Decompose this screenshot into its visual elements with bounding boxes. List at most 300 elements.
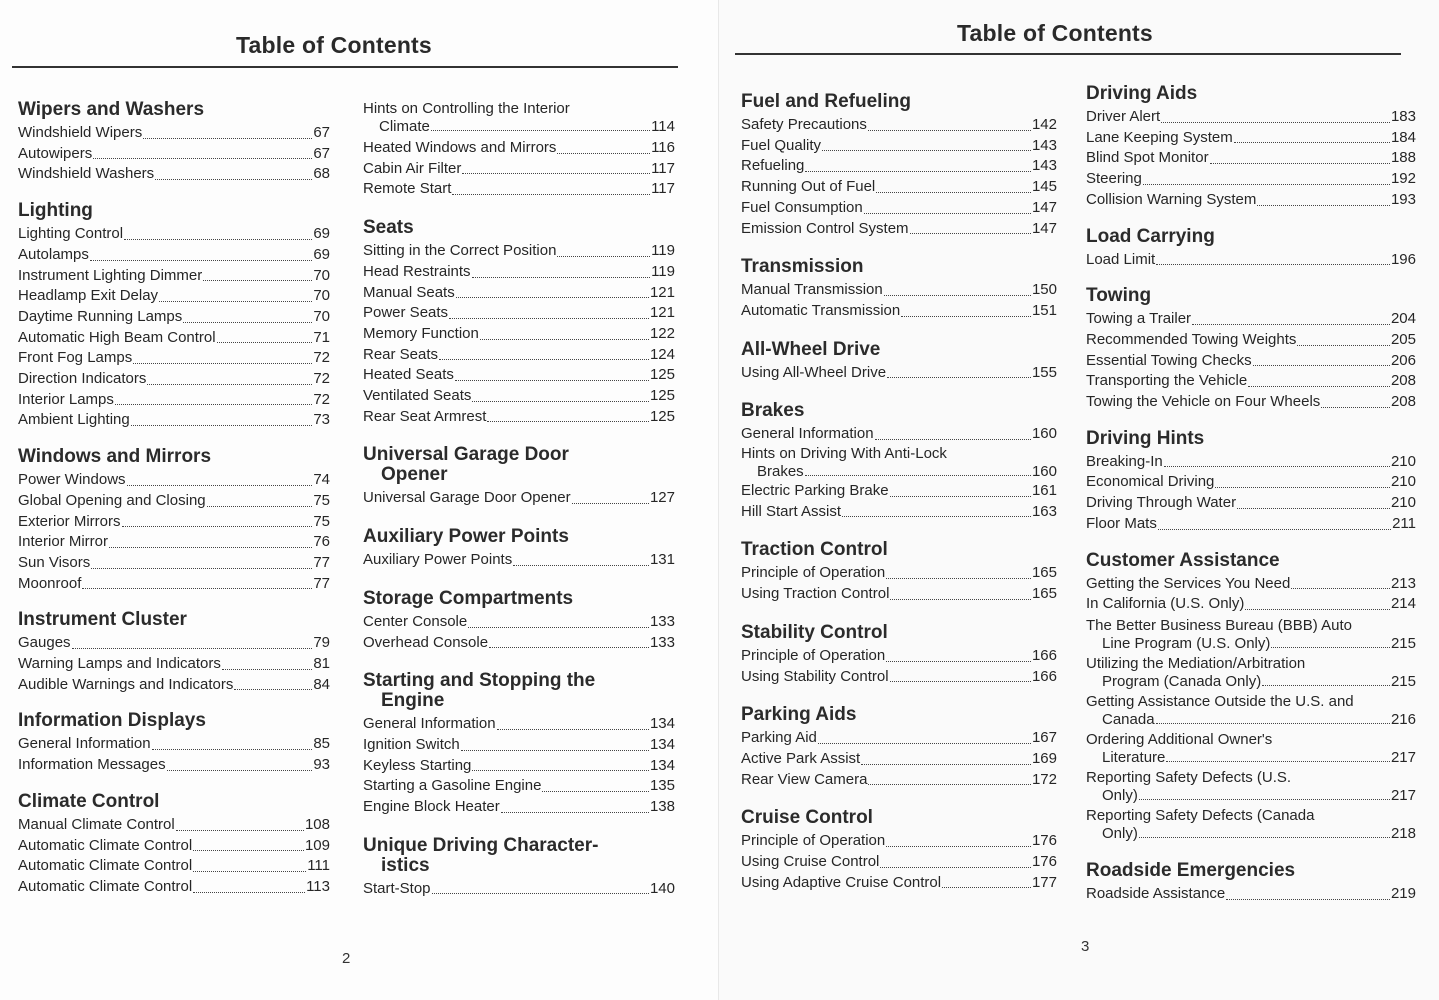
toc-entry[interactable]: Getting the Services You Need 213	[1086, 574, 1416, 592]
toc-page-number: 131	[649, 551, 675, 569]
dot-leader	[152, 749, 313, 750]
toc-page-number: 74	[313, 471, 330, 489]
dot-leader	[72, 648, 313, 649]
dot-leader	[805, 171, 1031, 172]
toc-entry[interactable]	[741, 563, 1057, 584]
toc-entry-title: Lane Keeping System	[1086, 128, 1233, 146]
dot-leader	[183, 322, 312, 323]
toc-entry-title: Automatic High Beam Control	[18, 328, 216, 346]
toc-entry-title: Automatic Climate Control	[18, 836, 193, 854]
toc-page-number: 79	[313, 634, 330, 652]
toc-entry[interactable]	[741, 770, 1057, 791]
toc-entry[interactable]	[741, 667, 1057, 688]
toc-section	[18, 711, 330, 775]
toc-entry[interactable]	[1086, 769, 1416, 805]
toc-entry-title-cont: Literature	[1102, 748, 1166, 766]
toc-entry-title: Reporting Safety Defects (U.S.	[1086, 768, 1292, 786]
dot-leader	[822, 150, 1031, 151]
toc-entry[interactable]	[1086, 731, 1416, 767]
toc-entry[interactable]	[741, 646, 1057, 667]
section-heading: Parking Aids	[741, 704, 857, 726]
toc-page-number: 217	[1390, 786, 1416, 804]
toc-section	[363, 218, 675, 427]
dot-leader	[1321, 407, 1390, 408]
toc-entry[interactable]	[741, 749, 1057, 770]
toc-entry[interactable]	[363, 241, 675, 262]
toc-entry[interactable]	[741, 301, 1057, 322]
toc-section	[741, 340, 1057, 384]
toc-entry-title: Interior Lamps	[18, 390, 114, 408]
toc-entry-title: Heated Seats	[363, 366, 454, 384]
toc-page-number: 215	[1390, 634, 1416, 652]
toc-entry[interactable]	[741, 728, 1057, 749]
dot-leader	[901, 316, 1031, 317]
toc-entry[interactable]	[18, 734, 330, 755]
toc-entry-title: Fuel Consumption	[741, 198, 863, 216]
toc-section	[741, 623, 1057, 687]
toc-entry-title: Overhead Console	[363, 633, 489, 651]
toc-entry-title: Starting a Gasoline Engine	[363, 777, 542, 795]
toc-entry-title: Hill Start Assist	[741, 502, 842, 520]
toc-page-number: 210	[1390, 452, 1416, 470]
toc-page-number: 196	[1390, 250, 1416, 268]
toc-entry-title: Automatic Transmission	[741, 301, 901, 319]
toc-entry[interactable]	[18, 390, 330, 411]
toc-page-number: 122	[649, 324, 675, 342]
section-heading: Universal Garage Door Opener	[363, 444, 569, 486]
toc-page-number: 77	[313, 574, 330, 592]
section-heading: Information Displays	[18, 710, 206, 732]
dot-leader	[886, 578, 1031, 579]
toc-page-number: 72	[313, 370, 330, 388]
dot-leader	[557, 256, 650, 257]
toc-page-number: 72	[313, 390, 330, 408]
toc-page-number: 117	[651, 180, 675, 198]
toc-page-number: 169	[1031, 749, 1057, 767]
toc-entry[interactable]	[18, 410, 330, 431]
dot-leader	[203, 280, 312, 281]
dot-leader	[193, 892, 305, 893]
toc-entry[interactable]	[363, 324, 675, 345]
dot-leader	[497, 729, 649, 730]
toc-entry-title-cont: Only)	[1102, 786, 1138, 804]
toc-entry[interactable]	[741, 481, 1057, 502]
toc-page-number: 67	[313, 144, 330, 162]
toc-entry[interactable]	[1086, 190, 1416, 211]
toc-entry-title: Emission Control System	[741, 219, 909, 237]
toc-entry[interactable]	[741, 584, 1057, 605]
toc-entry-title: Blind Spot Monitor	[1086, 149, 1209, 167]
toc-section	[18, 100, 330, 185]
toc-entry[interactable]	[18, 286, 330, 307]
dot-leader	[572, 503, 649, 504]
dot-leader	[487, 421, 649, 422]
toc-page-number: 119	[651, 262, 675, 280]
toc-page-number: 108	[304, 815, 330, 833]
toc-entry[interactable]	[18, 144, 330, 165]
toc-entry[interactable]	[1086, 472, 1416, 493]
toc-page-number: 67	[313, 124, 330, 141]
section-heading: Instrument Cluster	[18, 609, 187, 631]
toc-entry[interactable]	[363, 735, 675, 756]
toc-entry[interactable]	[18, 164, 330, 185]
toc-entry-title: Hints on Controlling the Interior	[363, 100, 570, 117]
toc-entry[interactable]	[18, 755, 330, 776]
toc-entry[interactable]	[1086, 371, 1416, 392]
toc-entry-title: Interior Mirror	[18, 533, 109, 551]
dot-leader	[480, 339, 649, 340]
section-heading: Roadside Emergencies	[1086, 859, 1296, 881]
toc-section	[1086, 429, 1416, 535]
toc-entry[interactable]	[18, 491, 330, 512]
dot-leader	[456, 297, 649, 298]
toc-entry-title: Roadside Assistance	[1086, 884, 1226, 902]
right-column-2	[1086, 84, 1416, 905]
toc-entry[interactable]	[741, 363, 1057, 384]
section-heading: Towing	[1086, 285, 1152, 307]
toc-entry[interactable]	[1086, 807, 1416, 843]
toc-entry[interactable]	[18, 348, 330, 369]
dot-leader	[880, 867, 1031, 868]
dot-leader	[1139, 799, 1390, 800]
toc-entry[interactable]	[363, 407, 675, 428]
toc-entry-title: Automatic Climate Control	[18, 877, 193, 895]
toc-page-number: 145	[1031, 178, 1057, 196]
toc-entry-title: Transporting the Vehicle	[1086, 372, 1248, 390]
dot-leader	[155, 179, 312, 180]
dot-leader	[890, 681, 1031, 682]
toc-entry[interactable]	[363, 714, 675, 735]
toc-page-number: 125	[649, 366, 675, 384]
toc-entry[interactable]	[1086, 392, 1416, 413]
dot-leader	[472, 277, 651, 278]
toc-entry[interactable]	[363, 756, 675, 777]
toc-entry[interactable]	[1086, 617, 1416, 653]
dot-leader	[217, 342, 313, 343]
toc-entry-title: Safety Precautions	[741, 116, 867, 133]
toc-entry[interactable]	[363, 633, 675, 654]
toc-entry-title: Floor Mats	[1086, 514, 1157, 532]
toc-entry-title: Autowipers	[18, 144, 93, 162]
dot-leader	[455, 380, 649, 381]
toc-page-number: 133	[649, 633, 675, 651]
toc-entry[interactable]: In California (U.S. Only) 214	[1086, 595, 1416, 613]
dot-leader	[159, 301, 312, 302]
toc-page-number: 147	[1031, 219, 1057, 237]
toc-entry[interactable]	[741, 852, 1057, 873]
toc-entry-title-cont: Climate	[379, 118, 430, 135]
toc-entry[interactable]	[1086, 148, 1416, 169]
toc-page-number: 218	[1390, 824, 1416, 842]
toc-page-number: 167	[1031, 729, 1057, 747]
dot-leader	[1156, 723, 1390, 724]
toc-page-number: 134	[649, 715, 675, 733]
toc-entry[interactable]	[1086, 309, 1416, 330]
toc-entry-title: Manual Climate Control	[18, 815, 175, 833]
toc-entry[interactable]	[363, 365, 675, 386]
toc-page-number: 165	[1031, 564, 1057, 582]
toc-entry[interactable]	[18, 123, 330, 144]
toc-section	[741, 401, 1057, 522]
toc-entry[interactable]	[741, 136, 1057, 157]
toc-entry[interactable]	[1086, 330, 1416, 351]
toc-page-number: 77	[313, 553, 330, 571]
toc-entry[interactable]	[741, 502, 1057, 523]
toc-entry-title: Information Messages	[18, 756, 166, 774]
dot-leader	[1210, 163, 1390, 164]
toc-entry-title: Manual Seats	[363, 283, 455, 301]
toc-page-number: 71	[313, 328, 330, 346]
toc-entry[interactable]	[1086, 169, 1416, 190]
toc-entry[interactable]	[741, 280, 1057, 301]
page-number: 3	[1081, 938, 1090, 955]
toc-entry[interactable]	[18, 856, 330, 877]
toc-entry[interactable]	[1086, 493, 1416, 514]
toc-entry-title: Daytime Running Lamps	[18, 307, 183, 325]
toc-page-number: 142	[1031, 116, 1057, 133]
toc-section	[363, 836, 675, 900]
toc-entry[interactable]	[18, 245, 330, 266]
section-heading: Customer Assistance	[1086, 549, 1280, 571]
dot-leader	[1262, 685, 1390, 686]
toc-section	[363, 527, 675, 571]
toc-page-number: 205	[1390, 330, 1416, 348]
toc-entry[interactable]	[363, 262, 675, 283]
dot-leader	[82, 588, 312, 589]
toc-entry[interactable]	[363, 386, 675, 407]
toc-entry[interactable]	[363, 138, 675, 159]
toc-entry[interactable]	[363, 797, 675, 818]
toc-entry[interactable]	[18, 836, 330, 857]
toc-page-number: 172	[1031, 770, 1057, 788]
toc-page-number: 192	[1390, 170, 1416, 188]
toc-entry[interactable]	[363, 283, 675, 304]
toc-entry[interactable]	[741, 156, 1057, 177]
toc-entry-title: General Information	[363, 715, 496, 733]
toc-section	[1086, 286, 1416, 413]
dot-leader	[143, 138, 312, 139]
dot-leader	[557, 153, 650, 154]
toc-entry-title: Ventilated Seats	[363, 387, 472, 405]
toc-entry[interactable]	[18, 369, 330, 390]
toc-entry[interactable]	[18, 328, 330, 349]
toc-page-number: 176	[1031, 832, 1057, 850]
dot-leader	[942, 887, 1031, 888]
toc-entry[interactable]	[18, 654, 330, 675]
dot-leader	[115, 404, 312, 405]
toc-entry[interactable]	[18, 266, 330, 287]
toc-entry[interactable]	[18, 470, 330, 491]
toc-section	[1086, 227, 1416, 271]
toc-entry[interactable]	[1086, 250, 1416, 271]
dot-leader	[1271, 647, 1390, 648]
toc-section	[741, 540, 1057, 604]
toc-entry[interactable]	[18, 877, 330, 898]
section-heading: Auxiliary Power Points	[363, 526, 569, 548]
toc-page-number: 84	[313, 675, 330, 693]
toc-entry[interactable]	[363, 612, 675, 633]
toc-entry[interactable]	[741, 219, 1057, 240]
section-heading: Stability Control	[741, 621, 888, 643]
toc-entry[interactable]	[1086, 128, 1416, 149]
toc-page-number: 70	[313, 266, 330, 284]
dot-leader	[1226, 899, 1390, 900]
dot-leader	[890, 599, 1031, 600]
toc-entry[interactable]	[363, 776, 675, 797]
toc-page-number: 134	[649, 756, 675, 774]
toc-page-number: 150	[1031, 281, 1057, 299]
toc-entry[interactable]	[363, 100, 675, 136]
toc-entry[interactable]	[1086, 655, 1416, 691]
section-heading: Lighting	[18, 200, 93, 222]
dot-leader	[93, 158, 312, 159]
toc-entry-title: Driving Through Water	[1086, 494, 1237, 512]
toc-page-number: 75	[313, 491, 330, 509]
toc-entry-title: Collision Warning System	[1086, 190, 1257, 208]
page-title: Table of Contents	[957, 20, 1153, 46]
toc-entry-title: Manual Transmission	[741, 281, 883, 299]
toc-page-number: 117	[651, 159, 675, 177]
toc-entry[interactable]	[363, 488, 675, 509]
toc-page-number: 119	[651, 242, 675, 260]
toc-entry[interactable]	[18, 307, 330, 328]
toc-entry[interactable]	[18, 633, 330, 654]
page-title: Table of Contents	[236, 32, 432, 58]
toc-entry-title: Front Fog Lamps	[18, 349, 133, 367]
toc-entry-title-cont: Line Program (U.S. Only)	[1102, 634, 1271, 652]
toc-entry-title: Instrument Lighting Dimmer	[18, 266, 203, 284]
toc-entry[interactable]	[363, 179, 675, 200]
toc-entry[interactable]	[18, 574, 330, 595]
toc-entry[interactable]	[1086, 514, 1416, 535]
toc-entry-title: Principle of Operation	[741, 832, 886, 850]
toc-entry[interactable]	[363, 550, 675, 571]
dot-leader	[886, 661, 1031, 662]
toc-entry-title: The Better Business Bureau (BBB) Auto	[1086, 616, 1352, 634]
toc-entry[interactable]	[363, 345, 675, 366]
toc-page-number: 135	[649, 777, 675, 795]
toc-entry-title: Electric Parking Brake	[741, 482, 889, 500]
toc-entry-title: Ambient Lighting	[18, 411, 130, 429]
toc-page-number: 215	[1390, 672, 1416, 690]
toc-entry[interactable]	[363, 303, 675, 324]
toc-page-number: 68	[313, 165, 330, 183]
toc-entry[interactable]: General Information 160	[741, 425, 1057, 443]
toc-page-number: 184	[1390, 128, 1416, 146]
toc-entry-title: Parking Aid	[741, 729, 817, 747]
toc-entry-title: Gauges	[18, 634, 71, 652]
dot-leader	[1158, 529, 1391, 530]
toc-page-number: 127	[649, 489, 675, 507]
toc-page-number: 161	[1031, 482, 1057, 500]
toc-entry-title: Towing the Vehicle on Four Wheels	[1086, 393, 1321, 411]
toc-entry[interactable]	[18, 675, 330, 696]
toc-entry[interactable]	[741, 115, 1057, 136]
dot-leader	[193, 871, 306, 872]
toc-entry[interactable]	[1086, 351, 1416, 372]
toc-entry-title: Moonroof	[18, 574, 82, 592]
section-heading: Wipers and Washers	[18, 99, 205, 120]
toc-page-number: 133	[649, 612, 675, 630]
toc-entry[interactable]	[18, 815, 330, 836]
toc-entry[interactable]	[1086, 452, 1416, 473]
right-page	[719, 0, 1439, 1000]
toc-entry-title: Memory Function	[363, 324, 479, 342]
toc-page-number: 217	[1390, 748, 1416, 766]
section-heading: Storage Compartments	[363, 587, 574, 609]
dot-leader	[1156, 264, 1390, 265]
toc-entry[interactable]	[363, 879, 675, 900]
toc-page-number: 204	[1390, 310, 1416, 328]
section-heading: Driving Aids	[1086, 83, 1198, 104]
toc-entry-title: Refueling	[741, 157, 805, 175]
toc-entry-title: Exterior Mirrors	[18, 512, 121, 530]
toc-entry[interactable]	[18, 224, 330, 245]
toc-entry[interactable]	[1086, 693, 1416, 729]
toc-entry-title-cont: Only)	[1102, 824, 1138, 842]
toc-entry[interactable]: Hints on Driving With Anti-Lock Brakes 160	[741, 445, 1057, 481]
dot-leader	[489, 647, 649, 648]
toc-entry[interactable]	[741, 177, 1057, 198]
dot-leader	[167, 770, 313, 771]
toc-section	[741, 808, 1057, 893]
toc-entry-title: Ordering Additional Owner's	[1086, 730, 1273, 748]
toc-page-number: 151	[1031, 301, 1057, 319]
toc-entry-title: Steering	[1086, 170, 1142, 188]
section-heading: Traction Control	[741, 539, 888, 561]
toc-entry-title: Principle of Operation	[741, 564, 886, 582]
toc-entry[interactable]	[1086, 884, 1416, 905]
toc-page-number: 166	[1031, 667, 1057, 685]
toc-page-number: 163	[1031, 502, 1057, 520]
toc-entry[interactable]	[18, 553, 330, 574]
dot-leader	[818, 743, 1031, 744]
toc-section	[18, 610, 330, 695]
toc-entry[interactable]	[741, 831, 1057, 852]
toc-entry-title: Center Console	[363, 612, 468, 630]
toc-entry-title: Automatic Climate Control	[18, 857, 193, 875]
section-heading: Fuel and Refueling	[741, 91, 911, 112]
toc-entry-title: Keyless Starting	[363, 756, 472, 774]
toc-entry[interactable]	[1086, 107, 1416, 128]
dot-leader	[1257, 205, 1390, 206]
toc-entry-title: Fuel Quality	[741, 136, 822, 154]
toc-entry[interactable]	[18, 532, 330, 553]
toc-entry[interactable]	[18, 512, 330, 533]
toc-entry[interactable]	[363, 159, 675, 180]
toc-entry-title: Cabin Air Filter	[363, 159, 462, 177]
toc-entry-title: Windshield Wipers	[18, 124, 143, 141]
toc-entry-title: Using All-Wheel Drive	[741, 363, 887, 381]
toc-entry[interactable]	[741, 873, 1057, 894]
toc-entry-title: Headlamp Exit Delay	[18, 287, 159, 305]
toc-section	[18, 792, 330, 898]
toc-entry[interactable]	[741, 198, 1057, 219]
dot-leader	[910, 233, 1031, 234]
toc-entry-title: Breaking-In	[1086, 452, 1163, 470]
left-column-1	[18, 100, 330, 898]
toc-page-number: 124	[649, 345, 675, 363]
toc-section	[18, 201, 330, 431]
toc-entry-title: Autolamps	[18, 245, 89, 263]
toc-page-number: 125	[649, 407, 675, 425]
toc-page-number: 125	[649, 387, 675, 405]
toc-page-number: 211	[1392, 514, 1416, 532]
toc-section	[363, 445, 675, 509]
dot-leader	[472, 770, 649, 771]
dot-leader	[1297, 345, 1390, 346]
toc-entry-title: Active Park Assist	[741, 749, 861, 767]
